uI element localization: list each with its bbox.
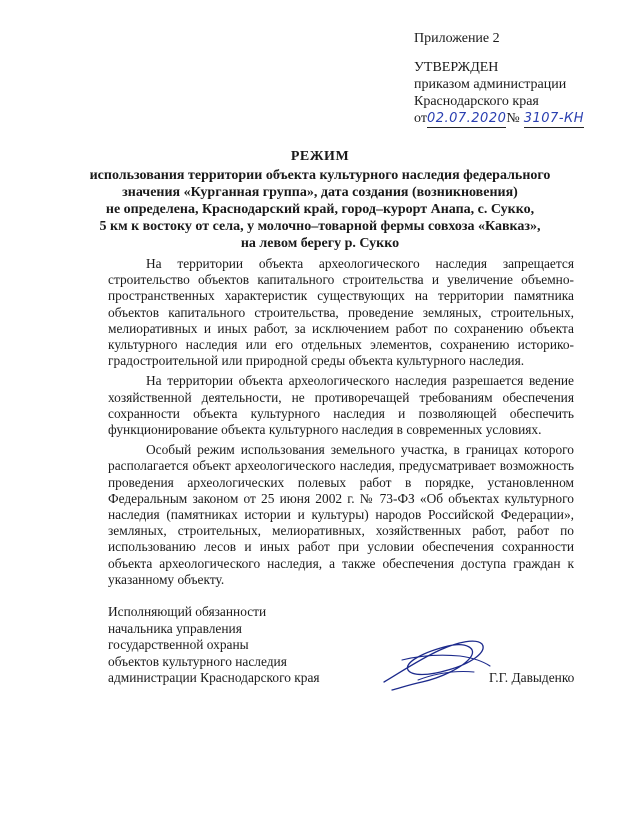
title-line-4: 5 км к востоку от села, у молочно–товарной фермы совхоза «Кавказ», bbox=[99, 219, 541, 234]
date-prefix: от bbox=[414, 111, 427, 126]
order-label: приказом администрации bbox=[414, 77, 567, 92]
paragraph-special-regime: Особый режим использования земельного участка, в границах которого располагается объект археологического наследия, предусматривает возможность проведения археологических полевых работ в порядке, установленном Федеральным законом от 25 июня 2002 г. № 73-ФЗ «Об объектах культурного наследия (памятниках истории и культуры) народов Российской Федерации», земляных, строительных, мелиоративных, хозяйственных работ, работ по использованию лесов и иных работ при условии обеспечения сохранности объекта археологического наследия, а также обеспечения доступа граждан к указанному объекту. bbox=[108, 442, 574, 587]
order-date: 02.07.2020 bbox=[426, 111, 507, 126]
signer-line-3: государственной охраны bbox=[108, 637, 249, 653]
signer-line-5: администрации Краснодарского края bbox=[108, 670, 320, 686]
signer-line-4: объектов культурного наследия bbox=[108, 653, 287, 669]
title-heading: РЕЖИМ bbox=[290, 149, 350, 164]
appendix-label: Приложение 2 bbox=[414, 31, 500, 46]
document-body bbox=[108, 256, 574, 592]
signer-line-1: Исполняющий обязанности bbox=[108, 604, 267, 619]
title-line-1: использования территории объекта культурного наследия федерального bbox=[89, 168, 551, 183]
signer-title-block bbox=[108, 604, 368, 687]
title-line-3: не определена, Краснодарский край, город–курорт Анапа, с. Сукко, bbox=[105, 202, 535, 217]
document-title bbox=[80, 148, 560, 252]
paragraph-permissions: На территории объекта археологического наследия разрешается ведение хозяйственной деятельности, не противоречащей требованиям обеспечения сохранности объекта культурного наследия и позволяющей обеспечить функционирование объекта культурного наследия в современных условиях. bbox=[108, 373, 574, 438]
order-date-number bbox=[414, 110, 614, 128]
title-line-2: значения «Курганная группа», дата создания (возникновения) bbox=[122, 185, 518, 200]
number-prefix: № bbox=[506, 111, 520, 126]
paragraph-prohibitions: На территории объекта археологического наследия запрещается строительство объектов капитального строительства и увеличение объемно-пространственных характеристик существующих на территории памятника объектов капитального строительства, проведение земляных, строительных, мелиоративных и иных работ, за исключением работ по сохранению объекта культурного наследия или его отдельных элементов, сохранению историко-градостроительной или природной среды объекта культурного наследия. bbox=[108, 256, 574, 369]
approved-label: УТВЕРЖДЕН bbox=[414, 60, 499, 75]
title-line-5: на левом берегу р. Сукко bbox=[240, 236, 400, 251]
handwritten-signature bbox=[378, 630, 493, 692]
order-number: 3107-КН bbox=[523, 111, 585, 126]
signer-line-2: начальника управления bbox=[108, 620, 242, 636]
signer-name: Г.Г. Давыденко bbox=[489, 670, 575, 685]
approval-stamp-block bbox=[414, 30, 614, 128]
region-label: Краснодарского края bbox=[414, 94, 539, 109]
